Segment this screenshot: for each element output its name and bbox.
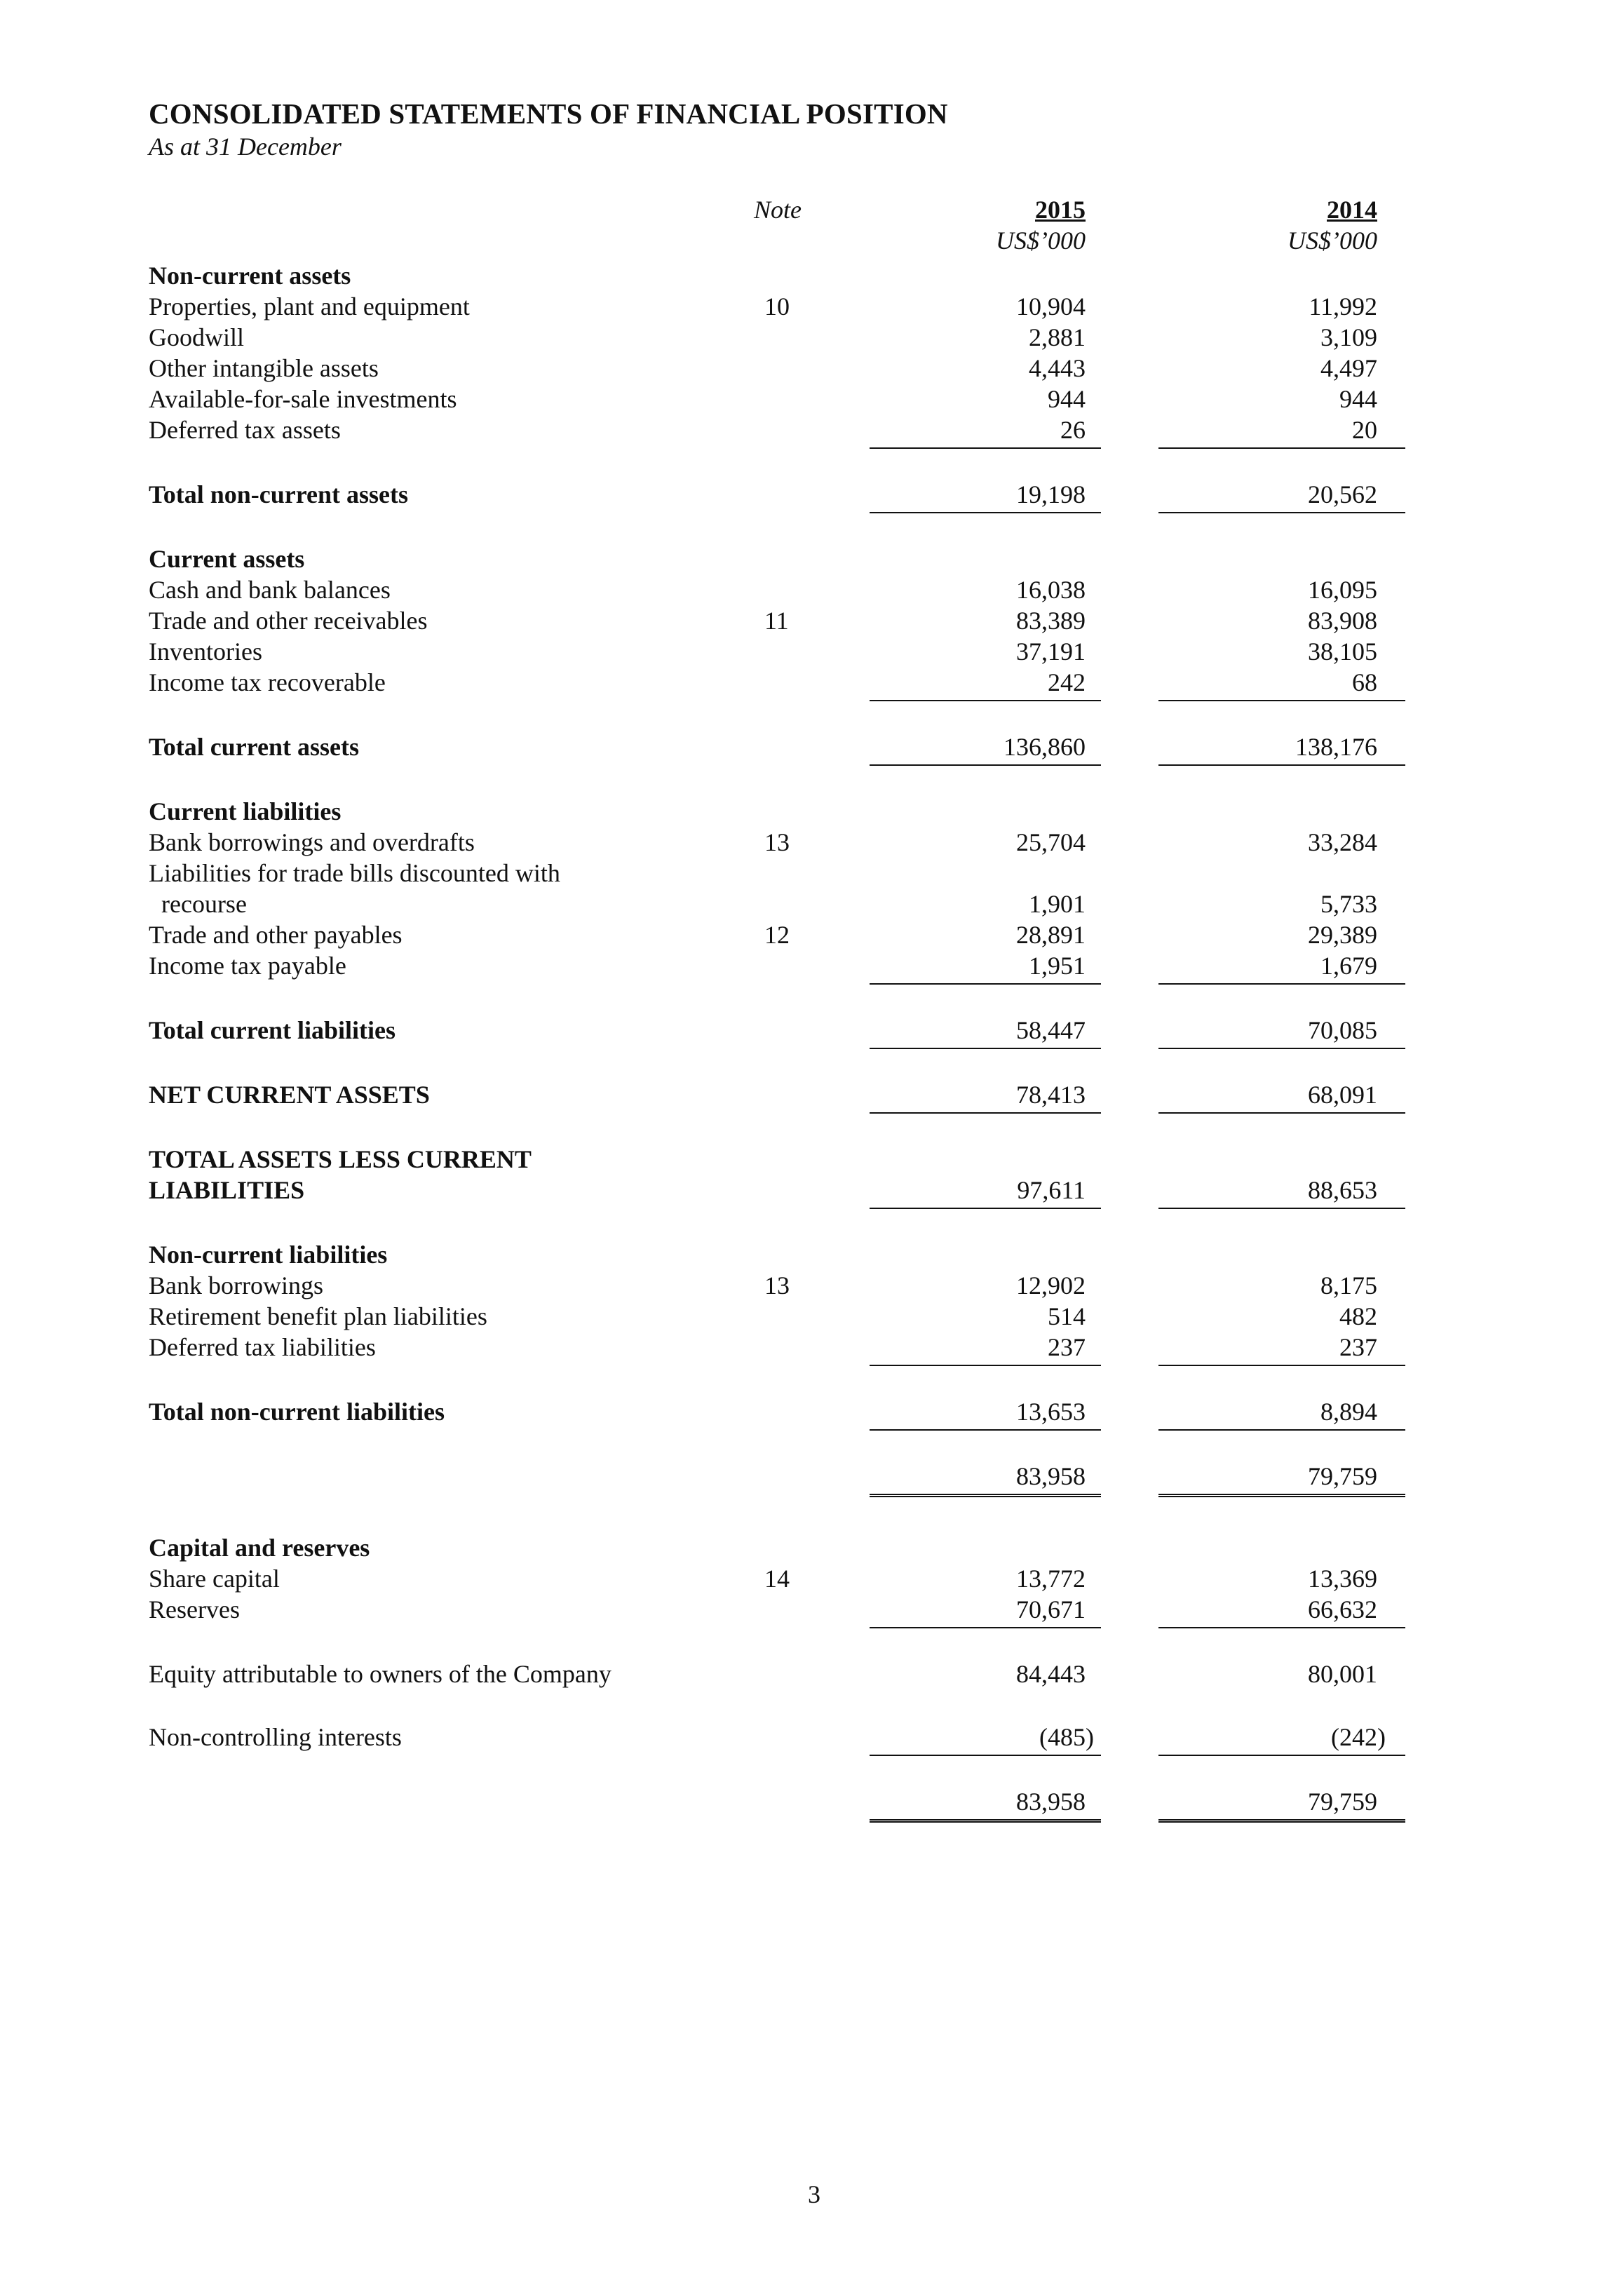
table-row <box>0 1332 1622 1363</box>
row-label: Bank borrowings <box>149 1271 323 1299</box>
table-row <box>0 1564 1622 1595</box>
value-2014: 138,176 <box>1295 733 1377 761</box>
value-2015: 13,772 <box>1016 1565 1086 1593</box>
subtotal-rule <box>1158 512 1405 513</box>
value-2014: 16,095 <box>1308 576 1377 604</box>
table-row <box>0 1175 1622 1206</box>
double-total-rule <box>1158 1819 1405 1823</box>
row-label: Share capital <box>149 1565 280 1593</box>
row-label: Available-for-sale investments <box>149 385 457 413</box>
table-row <box>0 1461 1622 1492</box>
row-label: Equity attributable to owners of the Company <box>149 1660 611 1688</box>
value-2014: 13,369 <box>1308 1565 1377 1593</box>
row-label: Current liabilities <box>149 797 342 825</box>
value-2015: 136,860 <box>1003 733 1086 761</box>
row-label: Properties, plant and equipment <box>149 292 470 320</box>
row-label: Total non-current assets <box>149 480 409 508</box>
value-2015: 242 <box>1048 668 1086 696</box>
value-2015: 37,191 <box>1016 637 1086 666</box>
table-row <box>0 1595 1622 1626</box>
value-2014: 33,284 <box>1308 828 1377 856</box>
value-2015: 83,389 <box>1016 607 1086 635</box>
row-note: 14 <box>764 1565 790 1593</box>
subtotal-rule <box>870 1627 1101 1628</box>
value-2014: 20,562 <box>1308 480 1377 508</box>
value-2015: 237 <box>1048 1333 1086 1361</box>
subtotal-rule <box>870 1112 1101 1114</box>
subtotal-rule <box>870 1208 1101 1209</box>
table-row <box>0 889 1622 920</box>
table-row <box>0 384 1622 415</box>
row-label: NET CURRENT ASSETS <box>149 1081 430 1109</box>
subtotal-rule <box>1158 1627 1405 1628</box>
subtotal-rule <box>870 1365 1101 1366</box>
value-2014: 5,733 <box>1320 890 1377 918</box>
row-label: Current assets <box>149 545 305 573</box>
value-2014: 79,759 <box>1308 1788 1377 1816</box>
subtotal-rule <box>1158 700 1405 701</box>
row-label: Retirement benefit plan liabilities <box>149 1302 487 1330</box>
double-total-rule <box>870 1494 1101 1497</box>
table-row <box>0 1787 1622 1818</box>
value-2015: 1,901 <box>1029 890 1086 918</box>
table-row <box>0 637 1622 668</box>
value-2015: 58,447 <box>1016 1016 1086 1044</box>
row-label: Goodwill <box>149 323 245 351</box>
row-label: Income tax recoverable <box>149 668 386 696</box>
value-2015: 514 <box>1048 1302 1086 1330</box>
value-2015: 83,958 <box>1016 1462 1086 1490</box>
subtotal-rule <box>1158 1365 1405 1366</box>
value-2015: 4,443 <box>1029 354 1086 382</box>
subtotal-rule <box>1158 447 1405 449</box>
row-label: Liabilities for trade bills discounted with <box>149 859 560 887</box>
page-subtitle: As at 31 December <box>149 133 342 161</box>
value-2015: 944 <box>1048 385 1086 413</box>
unit-2015-header: US$’000 <box>996 227 1086 255</box>
row-note: 12 <box>764 921 790 949</box>
value-2015: 26 <box>1060 416 1086 444</box>
table-row <box>0 415 1622 446</box>
table-row <box>0 261 1622 292</box>
row-note: 13 <box>764 828 790 856</box>
row-label: Non-controlling interests <box>149 1723 402 1751</box>
table-row <box>0 544 1622 575</box>
value-2015: 13,653 <box>1016 1398 1086 1426</box>
table-row <box>0 951 1622 982</box>
value-2014: 66,632 <box>1308 1595 1377 1623</box>
table-row <box>0 1302 1622 1332</box>
table-row <box>0 920 1622 951</box>
note-column-header: Note <box>754 196 802 224</box>
table-row <box>0 1659 1622 1690</box>
value-2014: 38,105 <box>1308 637 1377 666</box>
table-row <box>0 480 1622 511</box>
value-2014: 482 <box>1339 1302 1377 1330</box>
value-2014: 79,759 <box>1308 1462 1377 1490</box>
value-2015: 25,704 <box>1016 828 1086 856</box>
value-2014: 4,497 <box>1320 354 1377 382</box>
table-row <box>0 828 1622 858</box>
value-2014: 68,091 <box>1308 1081 1377 1109</box>
subtotal-rule <box>1158 1048 1405 1049</box>
table-row <box>0 1397 1622 1428</box>
row-label: Non-current liabilities <box>149 1241 388 1269</box>
table-row <box>0 1144 1622 1175</box>
value-2014: 944 <box>1339 385 1377 413</box>
value-2015: 1,951 <box>1029 952 1086 980</box>
value-2015: 2,881 <box>1029 323 1086 351</box>
table-row <box>0 323 1622 353</box>
row-label: Capital and reserves <box>149 1534 370 1562</box>
row-label: Other intangible assets <box>149 354 379 382</box>
value-2015: 12,902 <box>1016 1271 1086 1299</box>
year-2015-header: 2015 <box>1035 196 1086 224</box>
row-note: 11 <box>764 607 789 635</box>
subtotal-rule <box>870 983 1101 985</box>
table-row <box>0 1015 1622 1046</box>
table-row <box>0 353 1622 384</box>
subtotal-rule <box>870 764 1101 766</box>
value-2015: 97,611 <box>1017 1176 1086 1204</box>
value-2015: 70,671 <box>1016 1595 1086 1623</box>
value-2014: 29,389 <box>1308 921 1377 949</box>
double-total-rule <box>870 1819 1101 1823</box>
value-2015: 10,904 <box>1016 292 1086 320</box>
table-row <box>0 858 1622 889</box>
subtotal-rule <box>870 512 1101 513</box>
page-number: 3 <box>808 2180 820 2208</box>
subtotal-rule <box>1158 764 1405 766</box>
table-row <box>0 292 1622 323</box>
value-2015: 28,891 <box>1016 921 1086 949</box>
subtotal-rule <box>870 1755 1101 1756</box>
row-label: Non-current assets <box>149 262 351 290</box>
table-row <box>0 797 1622 828</box>
unit-2014-header: US$’000 <box>1288 227 1377 255</box>
value-2014: 8,175 <box>1320 1271 1377 1299</box>
subtotal-rule <box>870 447 1101 449</box>
row-label: LIABILITIES <box>149 1176 305 1204</box>
table-row <box>0 606 1622 637</box>
double-total-rule <box>1158 1494 1405 1497</box>
value-2015: 19,198 <box>1016 480 1086 508</box>
value-2015: 84,443 <box>1016 1660 1086 1688</box>
value-2014: 83,908 <box>1308 607 1377 635</box>
value-2014: 3,109 <box>1320 323 1377 351</box>
value-2015: (485) <box>1039 1723 1094 1751</box>
value-2014: 20 <box>1352 416 1377 444</box>
value-2014: 11,992 <box>1309 292 1377 320</box>
value-2014: 237 <box>1339 1333 1377 1361</box>
row-label: recourse <box>161 890 247 918</box>
row-note: 10 <box>764 292 790 320</box>
table-row <box>0 732 1622 763</box>
subtotal-rule <box>1158 1208 1405 1209</box>
row-label: Deferred tax liabilities <box>149 1333 376 1361</box>
row-label: Bank borrowings and overdrafts <box>149 828 475 856</box>
subtotal-rule <box>1158 983 1405 985</box>
table-row <box>0 1240 1622 1271</box>
value-2014: 1,679 <box>1320 952 1377 980</box>
row-note: 13 <box>764 1271 790 1299</box>
row-label: Cash and bank balances <box>149 576 391 604</box>
row-label: Trade and other receivables <box>149 607 428 635</box>
row-label: TOTAL ASSETS LESS CURRENT <box>149 1145 532 1173</box>
table-row <box>0 1080 1622 1111</box>
row-label: Total current liabilities <box>149 1016 396 1044</box>
subtotal-rule <box>1158 1429 1405 1431</box>
value-2014: 88,653 <box>1308 1176 1377 1204</box>
row-label: Trade and other payables <box>149 921 403 949</box>
page-title: CONSOLIDATED STATEMENTS OF FINANCIAL POSITION <box>149 97 948 130</box>
row-label: Total non-current liabilities <box>149 1398 445 1426</box>
value-2014: 70,085 <box>1308 1016 1377 1044</box>
subtotal-rule <box>870 1429 1101 1431</box>
value-2015: 16,038 <box>1016 576 1086 604</box>
table-row <box>0 575 1622 606</box>
row-label: Total current assets <box>149 733 359 761</box>
subtotal-rule <box>1158 1755 1405 1756</box>
year-2014-header: 2014 <box>1327 196 1377 224</box>
subtotal-rule <box>870 700 1101 701</box>
table-row <box>0 668 1622 698</box>
row-label: Income tax payable <box>149 952 346 980</box>
subtotal-rule <box>1158 1112 1405 1114</box>
value-2014: (242) <box>1331 1723 1386 1751</box>
row-label: Reserves <box>149 1595 240 1623</box>
value-2014: 80,001 <box>1308 1660 1377 1688</box>
value-2014: 8,894 <box>1320 1398 1377 1426</box>
table-row <box>0 1271 1622 1302</box>
table-row <box>0 1533 1622 1564</box>
subtotal-rule <box>870 1048 1101 1049</box>
row-label: Inventories <box>149 637 262 666</box>
table-row <box>0 1722 1622 1753</box>
value-2015: 78,413 <box>1016 1081 1086 1109</box>
value-2015: 83,958 <box>1016 1788 1086 1816</box>
value-2014: 68 <box>1352 668 1377 696</box>
row-label: Deferred tax assets <box>149 416 341 444</box>
